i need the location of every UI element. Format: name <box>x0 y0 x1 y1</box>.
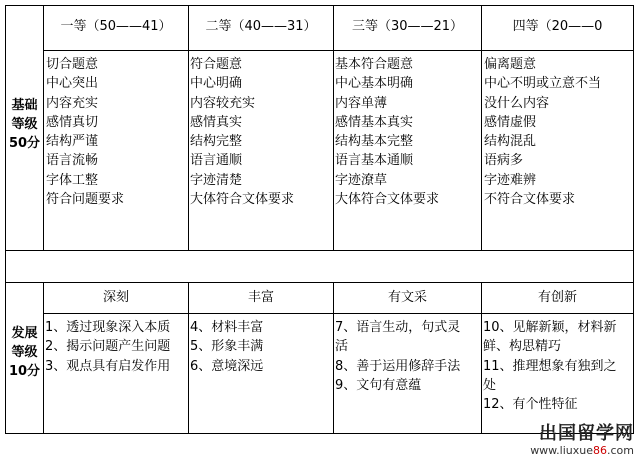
criterion-text: 2、揭示问题产生问题 <box>45 339 171 355</box>
criterion-text: 中心基本明确 <box>335 76 414 92</box>
criterion-text: 没什么内容 <box>484 95 550 111</box>
criterion-text: 字体工整 <box>46 172 99 188</box>
criterion-text: 基本符合题意 <box>335 57 414 72</box>
basic-header-second: 二等（40——31） <box>205 19 317 34</box>
development-label-line: 发展 <box>11 326 38 341</box>
development-header-depth: 深刻 <box>102 290 129 305</box>
basic-label-line: 50分 <box>8 136 41 151</box>
development-header-innovation: 有创新 <box>537 290 577 305</box>
basic-column-third <box>335 55 439 209</box>
basic-column-fourth <box>484 55 601 209</box>
criterion-text: 鲜、构思精巧 <box>483 339 562 355</box>
criterion-text: 感情真实 <box>190 114 243 130</box>
criterion-text: 中心突出 <box>46 76 99 92</box>
criterion-text: 切合题意 <box>46 57 99 72</box>
criterion-text: 结构完整 <box>190 134 243 150</box>
basic-header-fourth: 四等（20——0 <box>512 19 603 34</box>
criterion-text: 结构混乱 <box>484 134 537 150</box>
development-level-label <box>6 324 43 381</box>
development-column-richness <box>190 318 263 376</box>
criterion-text: 内容充实 <box>46 95 99 111</box>
criterion-text: 大体符合文体要求 <box>190 192 295 208</box>
watermark-url-suffix: .com <box>607 444 634 457</box>
criterion-text: 活 <box>335 339 349 355</box>
criterion-text: 语病多 <box>484 153 524 169</box>
criterion-text: 3、观点具有启发作用 <box>45 358 171 374</box>
criterion-text: 中心明确 <box>190 76 243 92</box>
criterion-text: 大体符合文体要求 <box>335 192 440 208</box>
criterion-text: 偏离题意 <box>484 57 537 72</box>
criterion-text: 语言通顺 <box>190 153 243 169</box>
criterion-text: 字迹清楚 <box>190 172 243 188</box>
criterion-text: 8、善于运用修辞手法 <box>335 358 461 374</box>
criterion-text: 10、见解新颖，材料新 <box>483 320 617 335</box>
criterion-text: 12、有个性特征 <box>483 397 578 413</box>
basic-column-first <box>46 55 124 209</box>
criterion-text: 7、语言生动，句式灵 <box>335 320 461 335</box>
criterion-text: 语言流畅 <box>46 153 99 169</box>
criterion-text: 语言基本通顺 <box>335 153 414 169</box>
criterion-text: 字迹潦草 <box>335 172 388 188</box>
development-column-literary <box>335 318 460 395</box>
basic-level-label <box>6 96 43 153</box>
basic-column-second <box>190 55 294 209</box>
development-label-line: 等级 <box>11 345 38 360</box>
watermark-url <box>530 444 634 457</box>
criterion-text: 符合问题要求 <box>46 192 125 208</box>
criterion-text: 6、意境深远 <box>190 358 264 374</box>
criterion-text: 感情基本真实 <box>335 114 414 130</box>
criterion-text: 内容单薄 <box>335 95 388 111</box>
criterion-text: 4、材料丰富 <box>190 320 264 335</box>
criterion-text: 感情虚假 <box>484 114 537 130</box>
criterion-text: 结构基本完整 <box>335 134 414 150</box>
criterion-text: 字迹难辨 <box>484 172 537 188</box>
basic-header-third: 三等（30——21） <box>351 19 464 34</box>
development-column-depth <box>45 318 170 376</box>
criterion-text: 中心不明或立意不当 <box>484 76 602 92</box>
criterion-text: 不符合文体要求 <box>484 192 576 208</box>
criterion-text: 内容较充实 <box>190 95 256 111</box>
criterion-text: 9、文句有意蕴 <box>335 377 422 393</box>
criterion-text: 感情真切 <box>46 114 99 130</box>
watermark-url-prefix: www.liuxue <box>530 444 593 457</box>
basic-label-line: 基础 <box>11 98 38 113</box>
development-label-line: 10分 <box>8 364 41 379</box>
criterion-text: 5、形象丰满 <box>190 339 264 355</box>
criterion-text: 1、透过现象深入本质 <box>45 320 171 335</box>
watermark-title: 出国留学网 <box>539 423 634 444</box>
watermark-url-highlight: 86 <box>593 444 607 457</box>
criterion-text: 处 <box>483 377 497 393</box>
criterion-text: 结构严谨 <box>46 134 99 150</box>
development-header-richness: 丰富 <box>247 290 274 305</box>
basic-label-line: 等级 <box>11 117 38 132</box>
development-header-literary: 有文采 <box>387 290 427 305</box>
criterion-text: 11、推理想象有独到之 <box>483 358 617 374</box>
development-column-innovation <box>483 318 617 414</box>
site-watermark <box>530 424 634 457</box>
criterion-text: 符合题意 <box>190 57 243 72</box>
basic-header-first: 一等（50——41） <box>60 19 172 34</box>
